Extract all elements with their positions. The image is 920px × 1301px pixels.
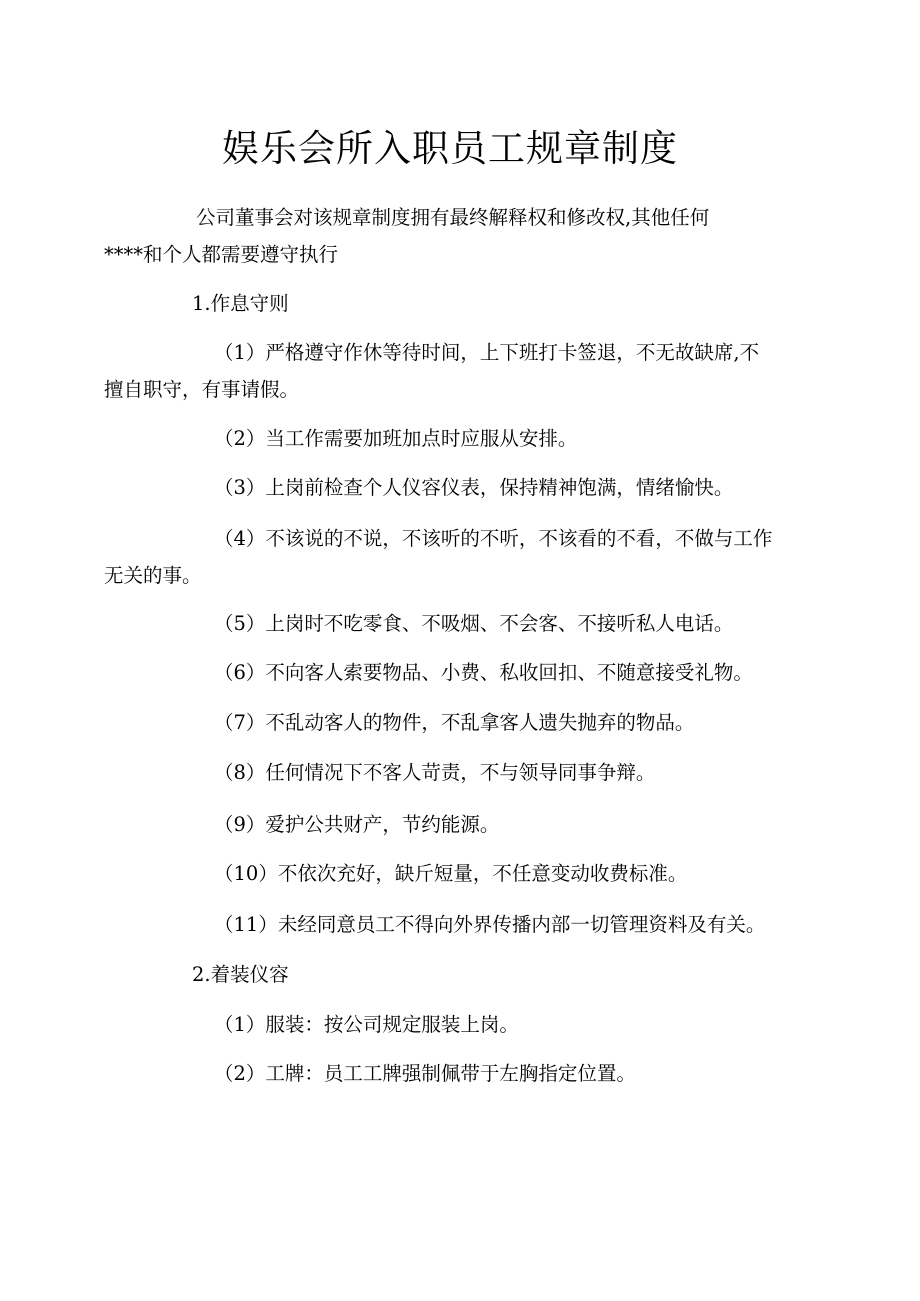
rule-item-1-6: （6）不向客人索要物品、小费、私收回扣、不随意接受礼物。 — [214, 661, 753, 684]
rule-item-1-7: （7）不乱动客人的物件，不乱拿客人遗失抛弃的物品。 — [214, 711, 695, 734]
rule-item-2-2: （2）工牌：员工工牌强制佩带于左胸指定位置。 — [214, 1062, 636, 1085]
rule-item-1-3: （3）上岗前检查个人仪容仪表，保持精神饱满，情绪愉快。 — [214, 476, 734, 499]
section-heading-1: 1.作息守则 — [192, 292, 289, 315]
rule-item-1-1-line-1: （1）严格遵守作休等待时间，上下班打卡签退，不无故缺席,不 — [214, 341, 760, 364]
rule-item-1-9: （9）爱护公共财产，节约能源。 — [214, 813, 500, 836]
rule-item-1-4-line-1: （4）不该说的不说，不该听的不听，不该看的不看，不做与工作 — [214, 527, 773, 550]
intro-paragraph — [104, 199, 828, 273]
rule-item-2-1: （1）服装：按公司规定服装上岗。 — [214, 1013, 519, 1036]
rule-item-1-4-line-2: 无关的事。 — [104, 564, 202, 587]
rule-item-1-2: （2）当工作需要加班加点时应服从安排。 — [214, 427, 578, 450]
document-title: 娱乐会所入职员工规章制度 — [222, 127, 678, 170]
rule-item-1-1-line-2: 擅自职守，有事请假。 — [104, 378, 300, 401]
rule-item-1-5: （5）上岗时不吃零食、不吸烟、不会客、不接听私人电话。 — [214, 612, 734, 635]
intro-line-2: ****和个人都需要遵守执行 — [104, 243, 339, 266]
rule-item-1-4 — [104, 520, 830, 594]
section-heading-2: 2.着装仪容 — [192, 963, 289, 986]
rule-item-1-10: （10）不依次充好，缺斤短量，不任意变动收费标准。 — [214, 862, 688, 885]
rule-item-1-1 — [104, 334, 830, 408]
rule-item-1-11: （11）未经同意员工不得向外界传播内部一切管理资料及有关。 — [214, 913, 766, 936]
intro-line-1: 公司董事会对该规章制度拥有最终解释权和修改权,其他任何 — [196, 206, 710, 229]
rule-item-1-8: （8）任何情况下不客人苛责，不与领导同事争辩。 — [214, 761, 656, 784]
